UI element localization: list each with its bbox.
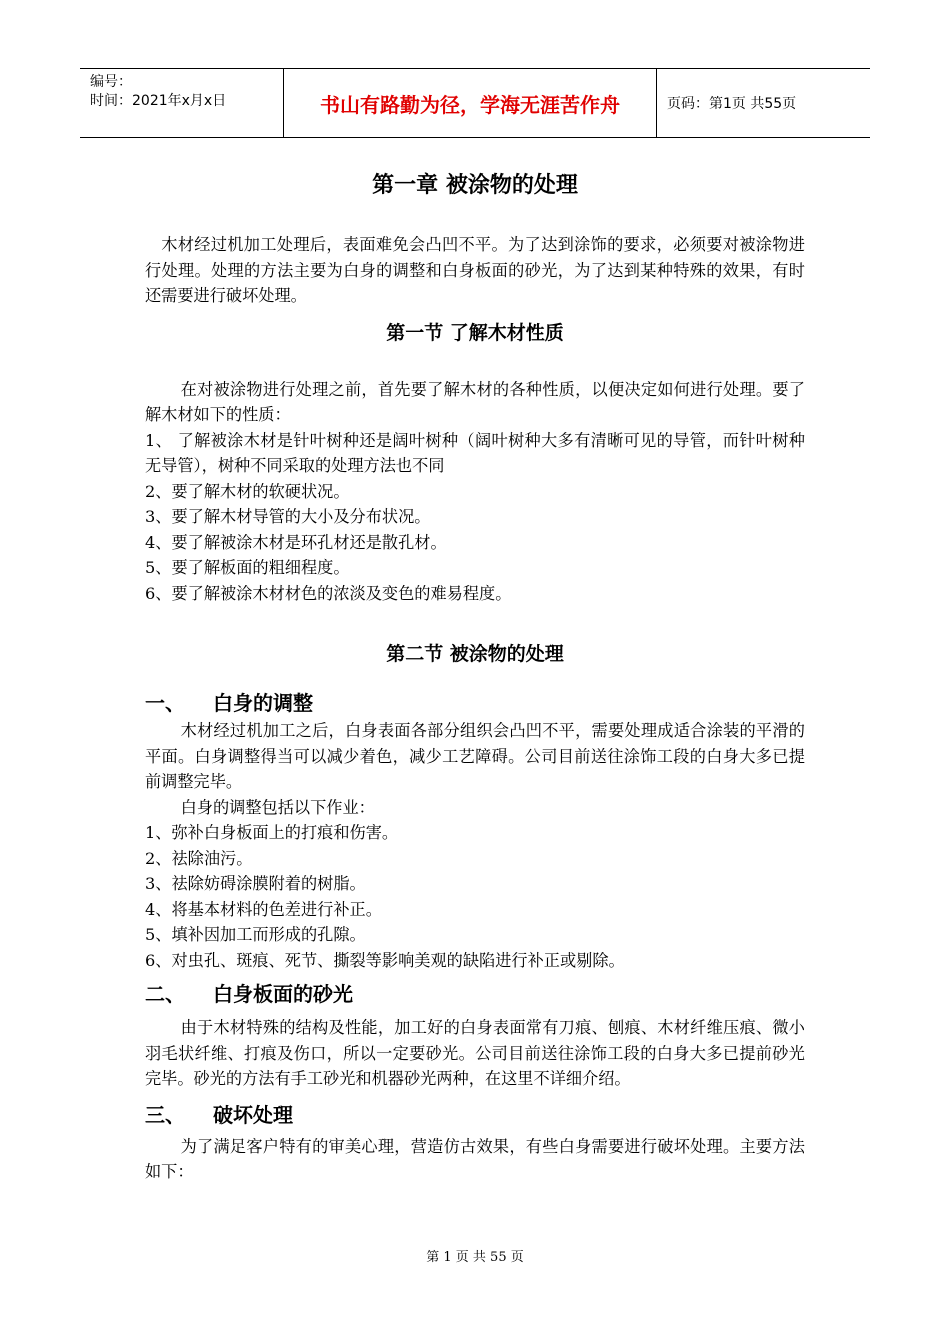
list-item: 6、对虫孔、斑痕、死节、撕裂等影响美观的缺陷进行补正或剔除。	[145, 950, 625, 970]
subsection-lead: 白身的调整包括以下作业：	[180, 797, 375, 817]
section2-title: 第二节 被涂物的处理	[386, 643, 564, 665]
document-date: 时间：2021年x月x日	[90, 93, 227, 109]
section1-intro: 在对被涂物进行处理之前，首先要了解木材的各种性质，以便决定如何进行处理。要了解木材如下的性质：	[145, 379, 805, 424]
header-page-info: 页码：第1页 共55页	[667, 96, 797, 112]
document-number: 编号：	[90, 74, 132, 90]
subsection-number: 一、	[145, 691, 185, 715]
list-item: 5、填补因加工而形成的孔隙。	[145, 925, 366, 944]
subsection-title: 白身板面的砂光	[213, 982, 353, 1006]
list-item: 4、将基本材料的色差进行补正。	[145, 899, 382, 919]
subsection-title: 破坏处理	[213, 1102, 293, 1127]
header-meta	[80, 69, 284, 137]
subsection-paragraph: 为了满足客户特有的审美心理，营造仿古效果，有些白身需要进行破坏处理。主要方法如下：	[145, 1136, 805, 1181]
chapter-intro: 木材经过机加工处理后，表面难免会凸凹不平。为了达到涂饰的要求，必须要对被涂物进行处理。处理的方法主要为白身的调整和白身板面的砂光，为了达到某种特殊的效果，有时还需要进行破坏处理。	[145, 235, 805, 305]
header-motto: 书山有路勤为径，学海无涯苦作舟	[284, 69, 657, 137]
list-item: 1、弥补白身板面上的打痕和伤害。	[145, 823, 399, 842]
subsection-number: 二、	[145, 982, 185, 1006]
list-item: 3、祛除妨碍涂膜附着的树脂。	[145, 874, 366, 893]
list-item: 3、要了解木材导管的大小及分布状况。	[145, 507, 431, 526]
document-body	[145, 170, 805, 1185]
subsection-paragraph: 木材经过机加工之后，白身表面各部分组织会凸凹不平，需要处理成适合涂装的平滑的平面。白身调整得当可以减少着色，减少工艺障碍。公司目前送往涂饰工段的白身大多已提前调整完毕。	[145, 721, 805, 791]
subsection-heading	[145, 688, 805, 718]
subsection-heading	[145, 1100, 805, 1130]
subsection-paragraph: 由于木材特殊的结构及性能，加工好的白身表面常有刀痕、刨痕、木材纤维压痕、微小羽毛状纤维、打痕及伤口，所以一定要砂光。公司目前送往涂饰工段的白身大多已提前砂光完毕。砂光的方法有手工砂光和机器砂光两种，在这里不详细介绍。	[145, 1018, 805, 1088]
subsection-number: 三、	[145, 1102, 185, 1127]
subsection-heading	[145, 979, 805, 1009]
list-item: 2、要了解木材的软硬状况。	[145, 481, 350, 501]
list-item: 6、要了解被涂木材材色的浓淡及变色的难易程度。	[145, 583, 512, 603]
section1-title: 第一节 了解木材性质	[386, 321, 564, 344]
chapter-title: 第一章 被涂物的处理	[372, 172, 578, 198]
subsection-title: 白身的调整	[213, 691, 313, 715]
list-item: 4、要了解被涂木材是环孔材还是散孔材。	[145, 532, 447, 552]
list-item: 2、祛除油污。	[145, 848, 253, 868]
page-footer: 第 1 页 共 55 页	[426, 1250, 524, 1265]
page-header	[80, 68, 870, 138]
list-item: 1、 了解被涂木材是针叶树种还是阔叶树种（阔叶树种大多有清晰可见的导管，而针叶树种无导管），树种不同采取的处理方法也不同	[145, 430, 805, 475]
list-item: 5、要了解板面的粗细程度。	[145, 558, 350, 577]
